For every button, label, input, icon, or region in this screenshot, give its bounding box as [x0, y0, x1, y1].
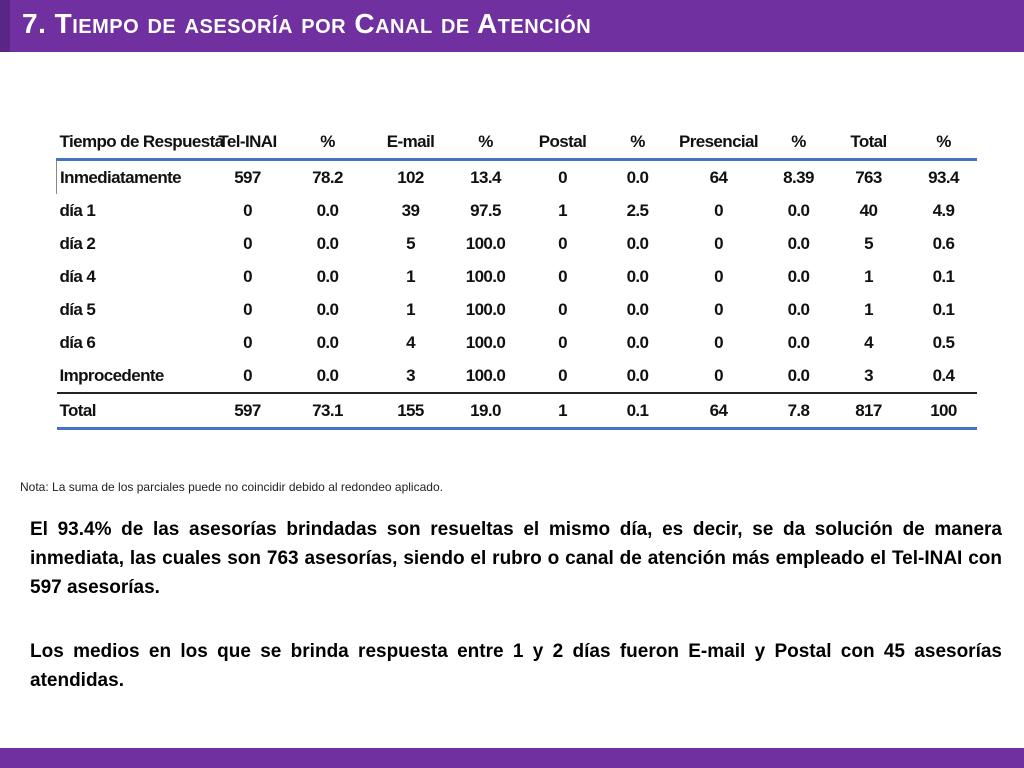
row-label: día 1 — [59, 200, 96, 220]
table-cell: 0 — [558, 233, 567, 253]
table-cell: 0 — [243, 233, 252, 253]
table-row — [57, 260, 977, 293]
table-cell: 5 — [864, 233, 873, 253]
row-label: día 4 — [59, 266, 96, 286]
row-label: Total — [57, 393, 207, 429]
table-cell: 1 — [864, 299, 873, 319]
table-cell: 7.8 — [771, 393, 827, 429]
column-header: % — [771, 125, 827, 160]
table-cell: 100.0 — [465, 332, 506, 352]
table-cell: 0 — [714, 200, 723, 220]
table-cell: 39 — [401, 200, 420, 220]
table-cell: 0.0 — [626, 233, 649, 253]
table-cell: 0 — [714, 299, 723, 319]
table-cell: 3 — [406, 365, 415, 385]
table-cell: 2.5 — [626, 200, 649, 220]
table-cell: 100 — [911, 393, 977, 429]
table-row — [57, 293, 977, 326]
table-cell: 0 — [714, 332, 723, 352]
column-header: % — [911, 125, 977, 160]
table-cell: 0.0 — [787, 200, 810, 220]
table-cell: 3 — [864, 365, 873, 385]
table-total-row — [57, 393, 977, 429]
table-cell: 4.9 — [932, 200, 955, 220]
table-cell: 73.1 — [289, 393, 367, 429]
table-cell: 100.0 — [465, 233, 506, 253]
column-header: E-mail — [367, 125, 455, 160]
table-cell: 78.2 — [312, 167, 343, 187]
slide-title: 7. Tiempo de asesoría por Canal de Atención — [22, 8, 592, 39]
table-cell: 155 — [367, 393, 455, 429]
column-header: Tiempo de Respuesta — [57, 125, 207, 160]
table-cell: 1 — [558, 200, 567, 220]
table-row — [57, 227, 977, 260]
table-cell: 0.4 — [932, 365, 955, 385]
row-label: Inmediatamente — [57, 160, 207, 195]
table-cell: 97.5 — [470, 200, 501, 220]
row-label: día 6 — [59, 332, 96, 352]
row-label: día 5 — [59, 299, 96, 319]
table-cell: 0.0 — [316, 200, 339, 220]
table-cell: 763 — [855, 167, 882, 187]
column-header: % — [455, 125, 517, 160]
table-cell: 0.0 — [787, 233, 810, 253]
table-cell: 1 — [517, 393, 609, 429]
table-cell: 0.0 — [316, 365, 339, 385]
table-row — [57, 326, 977, 359]
table-cell: 0.0 — [316, 266, 339, 286]
table-cell: 13.4 — [470, 167, 501, 187]
table-cell: 64 — [667, 393, 771, 429]
table-cell: 0.0 — [316, 233, 339, 253]
table-cell: 0.0 — [787, 332, 810, 352]
table-cell: 100.0 — [465, 299, 506, 319]
table-row — [57, 359, 977, 393]
title-accent — [0, 0, 10, 52]
table-cell: 40 — [859, 200, 878, 220]
column-header: Presencial — [667, 125, 771, 160]
table-cell: 102 — [397, 167, 424, 187]
footnote: Nota: La suma de los parciales puede no coincidir debido al redondeo aplicado. — [20, 480, 443, 494]
column-header: Postal — [517, 125, 609, 160]
table-cell: 0 — [558, 332, 567, 352]
table-cell: 0 — [243, 299, 252, 319]
table-header-row — [57, 125, 977, 160]
table-cell: 0 — [243, 200, 252, 220]
table-cell: 0 — [714, 266, 723, 286]
column-header: % — [289, 125, 367, 160]
table-cell: 0.0 — [626, 365, 649, 385]
table-cell: 0.1 — [609, 393, 667, 429]
table-cell: 19.0 — [455, 393, 517, 429]
table-cell: 0.1 — [932, 299, 955, 319]
table-cell: 0 — [558, 365, 567, 385]
table-cell: 8.39 — [783, 167, 814, 187]
table-cell: 4 — [406, 332, 415, 352]
summary-paragraph-2: Los medios en los que se brinda respuesta entre 1 y 2 días fueron E-mail y Postal con 45 asesorías atendidas. — [30, 641, 1002, 691]
row-label: Improcedente — [59, 365, 164, 385]
table-cell: 100.0 — [465, 365, 506, 385]
table-cell: 0.0 — [316, 299, 339, 319]
table-cell: 0.1 — [932, 266, 955, 286]
table-cell: 0 — [243, 266, 252, 286]
table-cell: 1 — [406, 266, 415, 286]
table-cell: 0 — [243, 365, 252, 385]
table-row — [57, 160, 977, 195]
table-cell: 0 — [558, 167, 567, 187]
table-cell: 0.0 — [787, 299, 810, 319]
table-cell: 0 — [558, 266, 567, 286]
table-cell: 1 — [406, 299, 415, 319]
table-cell: 0 — [714, 365, 723, 385]
table-cell: 0.0 — [316, 332, 339, 352]
table-cell: 0.6 — [932, 233, 955, 253]
table-cell: 0 — [558, 299, 567, 319]
table-cell: 0.0 — [787, 365, 810, 385]
column-header: Tel-INAI — [207, 125, 289, 160]
table-cell: 5 — [406, 233, 415, 253]
response-time-table — [56, 125, 977, 430]
title-bar — [0, 0, 1024, 52]
column-header: Total — [827, 125, 911, 160]
table-cell: 93.4 — [928, 167, 959, 187]
table-cell: 817 — [827, 393, 911, 429]
table-cell: 0.0 — [626, 266, 649, 286]
table-cell: 0.0 — [626, 167, 649, 187]
table-cell: 597 — [234, 167, 261, 187]
table-cell: 597 — [207, 393, 289, 429]
table-cell: 0.0 — [787, 266, 810, 286]
column-header: % — [609, 125, 667, 160]
table-cell: 100.0 — [465, 266, 506, 286]
table-cell: 64 — [709, 167, 728, 187]
table-cell: 0.0 — [626, 332, 649, 352]
table-cell: 4 — [864, 332, 873, 352]
table-cell: 0.5 — [932, 332, 955, 352]
table-cell: 0 — [714, 233, 723, 253]
bottom-bar — [0, 748, 1024, 768]
table-row — [57, 194, 977, 227]
table-cell: 0.0 — [626, 299, 649, 319]
summary-paragraph-1: El 93.4% de las asesorías brindadas son resueltas el mismo día, es decir, se da solución de manera inmediata, las cuales son 763 asesorías, siendo el rubro o canal de atención más empleado el Tel-INAI con 597 asesorías. — [30, 519, 1002, 598]
row-label: día 2 — [59, 233, 96, 253]
table-cell: 0 — [243, 332, 252, 352]
table-cell: 1 — [864, 266, 873, 286]
